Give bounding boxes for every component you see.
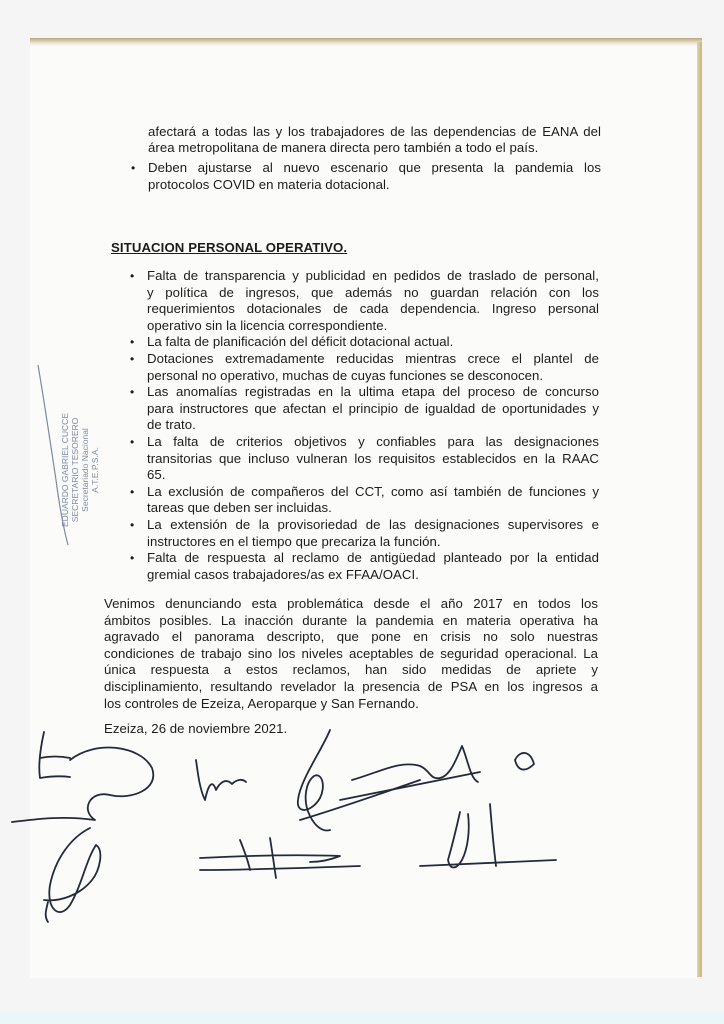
bullet-icon: • (130, 551, 135, 566)
bullet-icon: • (130, 484, 135, 499)
closing-line: Venimos denunciando esta problemática desde el año 2017 en todos los (104, 596, 598, 611)
intro-paragraph (148, 124, 601, 141)
bullet-icon: • (130, 351, 135, 366)
intro-bullet (131, 160, 601, 193)
stamp-org: A.T.E.P.S.A. (90, 447, 100, 493)
issue-line: personal no operativo, muchas de cuyas funciones se desconocen. (147, 367, 544, 383)
bullet-icon: • (130, 385, 135, 400)
bullet-icon: • (131, 161, 136, 175)
closing-line: disciplinamiento, resultando revelador la presencia de PSA en los ingresos a (104, 678, 598, 694)
issue-line: Las anomalías registradas en la ultima etapa del proceso de concurso (147, 384, 599, 400)
signature-1 (12, 732, 153, 822)
issue-line: de trato. (147, 417, 196, 433)
issue-line: La exclusión de compañeros del CCT, como así también de funciones y (147, 483, 599, 499)
issue-line: requerimientos dotacionales de cada dependencia. Ingreso personal (147, 301, 599, 317)
stamp-name: EDUARDO GABRIEL CUCCE (60, 413, 70, 527)
stamp-office: Secretariado Nacional (80, 428, 90, 512)
issue-item (130, 516, 599, 550)
section-heading (111, 240, 347, 255)
issue-line: La falta de planificación del déficit dotacional actual. (147, 334, 454, 350)
issue-line: La falta de criterios objetivos y confiables para las designaciones (147, 433, 599, 449)
bullet-icon: • (130, 517, 135, 532)
issue-line: tareas que deben ser incluidas. (147, 500, 332, 516)
issue-item (130, 550, 599, 583)
issue-line: transitorias que incluso vulneran los requisitos establecidos en la RAAC (147, 450, 599, 466)
issue-line: y política de ingresos, que además no guardan relación con los (147, 284, 599, 300)
issue-line: operativo sin la licencia correspondiente. (147, 317, 388, 333)
stamp-role: SECRETARIO TESORERO (70, 417, 80, 523)
issue-line: gremial casos trabajadores/as ex FFAA/OACI. (147, 566, 419, 582)
bullet-icon: • (130, 335, 135, 350)
closing-line: ámbitos posibles. La inacción durante la pandemia en materia operativa ha (104, 612, 598, 628)
intro-paragraph-end (148, 140, 601, 157)
issue-item (130, 350, 599, 384)
issue-line: Falta de respuesta al reclamo de antigüedad planteado por la entidad (147, 550, 599, 566)
signatures-block (0, 720, 724, 980)
signature-5 (44, 828, 100, 922)
issue-line: para instructores que afectan el principio de igualdad de oportunidades y (147, 400, 599, 416)
signature-4 (340, 746, 534, 800)
closing-line: condiciones de trabajo sino los niveles aceptables de seguridad operacional. La (104, 645, 598, 661)
issue-item (130, 384, 599, 434)
scan-bottom-band (0, 1012, 724, 1024)
signature-2 (196, 760, 246, 800)
date-text: Ezeiza, 26 de noviembre 2021. (104, 721, 288, 736)
issue-item (130, 268, 599, 334)
signature-6 (200, 838, 360, 878)
closing-line: los controles de Ezeiza, Aeroparque y San Fernando. (104, 695, 419, 711)
closing-paragraph (104, 596, 598, 712)
bullet-icon: • (130, 269, 135, 283)
closing-line: única respuesta a estos reclamos, han sido medidas de apriete y (104, 662, 598, 678)
page-top-edge (30, 38, 702, 46)
issue-item (130, 433, 599, 484)
issue-line: 65. (147, 467, 166, 483)
intro-line: afectará a todas las y los trabajadores de las dependencias de EANA del (148, 124, 601, 139)
intro-line: área metropolitana de manera directa pero también a todo el país. (148, 140, 539, 155)
issue-item (130, 483, 599, 517)
closing-line: agravado el panorama descripto, que pone en crisis no solo nuestras (104, 629, 598, 645)
issues-list (130, 268, 599, 583)
section-heading-text: SITUACION PERSONAL OPERATIVO (111, 240, 344, 255)
signature-7 (420, 804, 556, 868)
issue-line: instructores en el tiempo que precariza la función. (147, 533, 441, 549)
bullet-icon: • (130, 434, 135, 449)
intro-bullet-line: protocolos COVID en materia dotacional. (148, 176, 390, 192)
issue-line: Falta de transparencia y publicidad en pedidos de traslado de personal, (147, 268, 599, 283)
issue-line: La extensión de la provisoriedad de las designaciones supervisores e (147, 516, 599, 532)
intro-bullet-line: Deben ajustarse al nuevo escenario que presenta la pandemia los (148, 160, 601, 175)
issue-item (130, 334, 599, 351)
issue-line: Dotaciones extremadamente reducidas mientras crece el plantel de (147, 350, 599, 366)
signature-3 (298, 730, 420, 830)
stamp-signature-stroke (30, 360, 90, 550)
heading-period: . (343, 240, 348, 255)
